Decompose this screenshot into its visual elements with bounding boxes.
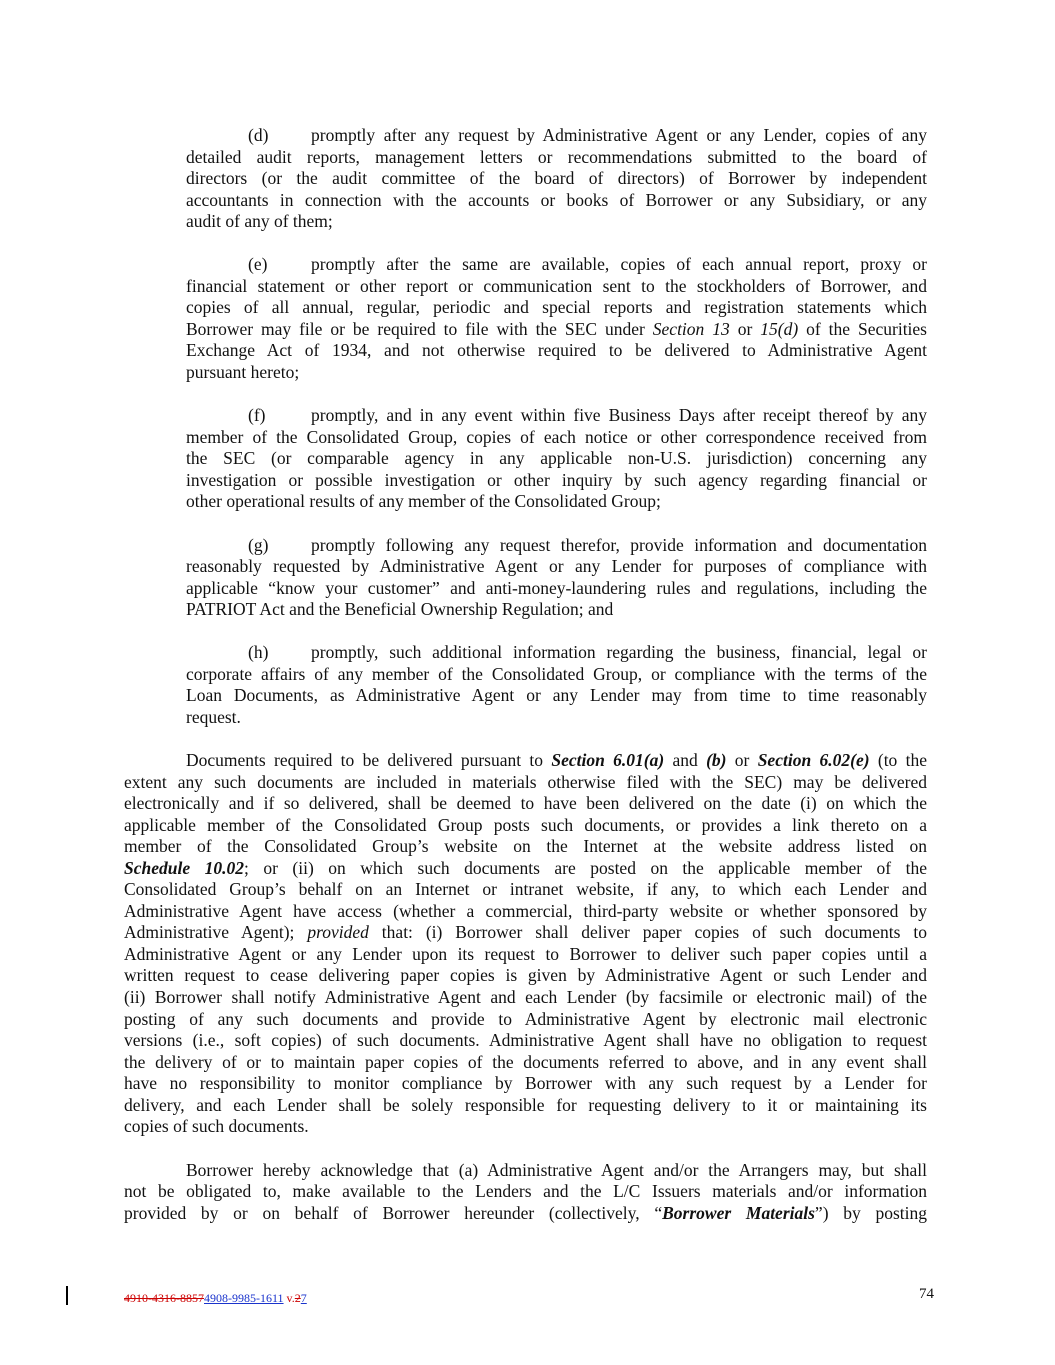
clause-e-line-5: Exchange Act of 1934, and not otherwise required to be delivered to Administrative Agent bbox=[186, 340, 927, 360]
clause-label-e: (e) bbox=[248, 254, 268, 274]
documents-line-18: copies of such documents. bbox=[124, 1116, 309, 1136]
borrower-line-3 bbox=[124, 1203, 927, 1225]
documents-text: or bbox=[726, 750, 758, 770]
borrower-line-2: not be obligated to, make available to the Lenders and the L/C Issuers materials and/or information bbox=[124, 1181, 927, 1201]
version-prefix: v. bbox=[283, 1291, 295, 1305]
schedule-10-02-reference: Schedule 10.02 bbox=[124, 858, 244, 878]
clause-g-line-4: PATRIOT Act and the Beneficial Ownership Regulation; and bbox=[186, 599, 614, 619]
documents-line-10: Administrative Agent or any Lender upon its request to Borrower to deliver such paper copies until a bbox=[124, 944, 927, 964]
documents-line-16: have no responsibility to monitor compliance by Borrower with any such request by a Lender for bbox=[124, 1073, 927, 1093]
documents-line-2: extent any such documents are included in materials otherwise filed with the SEC) may be delivered bbox=[124, 772, 927, 792]
clause-f-line-3: the SEC (or comparable agency in any applicable non-U.S. jurisdiction) concerning any bbox=[186, 448, 927, 468]
clause-h-line-4: request. bbox=[186, 707, 241, 727]
documents-line-7: Consolidated Group’s behalf on an Internet or intranet website, if any, to which each Lender and bbox=[124, 879, 927, 899]
clause-f-line-4: investigation or possible investigation or other inquiry by such agency regarding financial or bbox=[186, 470, 927, 490]
clause-e-text: of the Securities bbox=[798, 319, 927, 339]
clause-e-line-6: pursuant hereto; bbox=[186, 362, 300, 382]
documents-line-12: (ii) Borrower shall notify Administrative Agent and each Lender (by facsimile or electronic mail) of the bbox=[124, 987, 927, 1007]
documents-text: that: (i) Borrower shall deliver paper copies of such documents to bbox=[368, 922, 927, 942]
borrower-line-1: Borrower hereby acknowledge that (a) Administrative Agent and/or the Arrangers may, but shall bbox=[186, 1160, 927, 1180]
clause-e-text: or bbox=[729, 319, 761, 339]
documents-line-13: posting of any such documents and provide to Administrative Agent by electronic mail electronic bbox=[124, 1009, 927, 1029]
clause-label-d: (d) bbox=[248, 125, 269, 145]
section-b-reference: (b) bbox=[706, 750, 727, 770]
inserted-document-id: 4908-9985-1611 bbox=[204, 1291, 284, 1305]
documents-text: Documents required to be delivered pursuant to bbox=[186, 750, 552, 770]
clause-d-line-4: accountants in connection with the accounts or books of Borrower or any Subsidiary, or any bbox=[186, 190, 927, 210]
documents-line-5: member of the Consolidated Group’s website on the Internet at the website address listed on bbox=[124, 836, 927, 856]
deleted-version: 2 bbox=[294, 1291, 301, 1305]
clause-d-line-2: detailed audit reports, management letters or recommendations submitted to the board of bbox=[186, 147, 927, 167]
documents-text: ; or (ii) on which such documents are posted on the applicable member of the bbox=[243, 858, 927, 878]
clause-e-text: Borrower may file or be required to file with the SEC under bbox=[186, 319, 653, 339]
clause-d-line-1: promptly after any request by Administrative Agent or any Lender, copies of any bbox=[311, 125, 927, 145]
documents-line-8: Administrative Agent have access (whether a commercial, third-party website or whether sponsored by bbox=[124, 901, 927, 921]
clause-h-line-3: Loan Documents, as Administrative Agent or any Lender may from time to time reasonably bbox=[186, 685, 927, 705]
documents-line-6 bbox=[124, 858, 927, 880]
clause-f-line-1: promptly, and in any event within five Business Days after receipt thereof by any bbox=[311, 405, 927, 425]
clause-d-line-5: audit of any of them; bbox=[186, 211, 333, 231]
clause-label-f: (f) bbox=[248, 405, 266, 425]
documents-line-9 bbox=[124, 922, 927, 944]
section-15d-reference: 15(d) bbox=[760, 319, 799, 339]
clause-e-line-3: copies of all annual, regular, periodic and special reports and registration statements which bbox=[186, 297, 927, 317]
documents-text: and bbox=[664, 750, 707, 770]
section-6-02e-reference: Section 6.02(e) bbox=[757, 750, 870, 770]
clause-g-line-1: promptly following any request therefor, provide information and documentation bbox=[311, 535, 927, 555]
borrower-text: provided by or on behalf of Borrower hereunder (collectively, “ bbox=[124, 1203, 663, 1223]
documents-line-17: delivery, and each Lender shall be solely responsible for requesting delivery to it or maintaining its bbox=[124, 1095, 927, 1115]
deleted-document-id: 4910-4316-8857 bbox=[124, 1291, 204, 1305]
clause-label-g: (g) bbox=[248, 535, 269, 555]
clause-g-line-3: applicable “know your customer” and anti-money-laundering rules and regulations, including the bbox=[186, 578, 927, 598]
documents-line-14: versions (i.e., soft copies) of such documents. Administrative Agent shall have no obligation to request bbox=[124, 1030, 927, 1050]
provided-term: provided bbox=[307, 922, 369, 942]
documents-line-11: written request to cease delivering paper copies is given by Administrative Agent or such Lender and bbox=[124, 965, 927, 985]
documents-line-3: electronically and if so delivered, shall be deemed to have been delivered on the date (i) on which the bbox=[124, 793, 927, 813]
clause-d-line-3: directors (or the audit committee of the board of directors) of Borrower by independent bbox=[186, 168, 927, 188]
section-6-01a-reference: Section 6.01(a) bbox=[551, 750, 665, 770]
clause-e-line-1: promptly after the same are available, copies of each annual report, proxy or bbox=[311, 254, 927, 274]
document-id bbox=[124, 1290, 307, 1306]
borrower-materials-term: Borrower Materials bbox=[662, 1203, 815, 1223]
clause-h-line-1: promptly, such additional information regarding the business, financial, legal or bbox=[311, 642, 927, 662]
documents-line-15: the delivery of or to maintain paper copies of the documents referred to above, and in any event shall bbox=[124, 1052, 927, 1072]
documents-line-1 bbox=[186, 750, 927, 772]
inserted-version: 7 bbox=[300, 1291, 307, 1305]
clause-label-h: (h) bbox=[248, 642, 269, 662]
clause-f-line-2: member of the Consolidated Group, copies of each notice or other correspondence received from bbox=[186, 427, 927, 447]
clause-f-line-5: other operational results of any member of the Consolidated Group; bbox=[186, 491, 661, 511]
clause-h-line-2: corporate affairs of any member of the Consolidated Group, or compliance with the terms of the bbox=[186, 664, 927, 684]
section-13-reference: Section 13 bbox=[652, 319, 730, 339]
documents-line-4: applicable member of the Consolidated Group posts such documents, or provides a link thereto on a bbox=[124, 815, 927, 835]
clause-e-line-2: financial statement or other report or communication sent to the stockholders of Borrower, and bbox=[186, 276, 927, 296]
clause-e-line-4 bbox=[186, 319, 927, 341]
page-number: 74 bbox=[919, 1286, 934, 1302]
documents-text: (to the bbox=[869, 750, 927, 770]
borrower-text: ”) by posting bbox=[814, 1203, 928, 1223]
change-bar bbox=[66, 1286, 68, 1305]
clause-g-line-2: reasonably requested by Administrative Agent or any Lender for purposes of compliance with bbox=[186, 556, 927, 576]
documents-text: Administrative Agent); bbox=[124, 922, 308, 942]
